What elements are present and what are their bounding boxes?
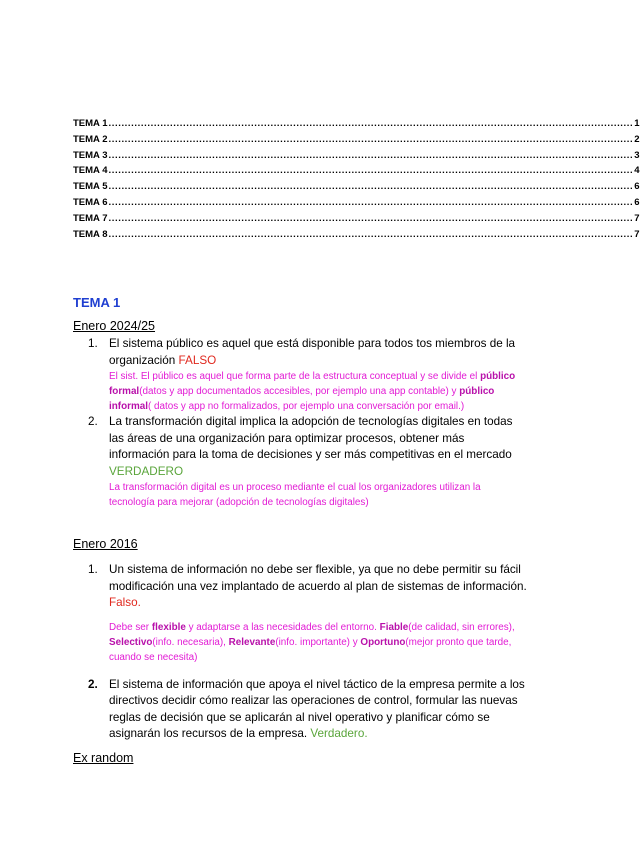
toc-entry-tema-1[interactable]: TEMA 1 .................................................................................................................................................................. 1	[73, 116, 526, 132]
toc-entry-page: 7	[634, 212, 640, 224]
section-heading: TEMA 1	[73, 295, 121, 310]
question-item	[88, 677, 528, 743]
group-title-ex-random: Ex random	[73, 751, 134, 765]
group-title-enero-2024-25: Enero 2024/25	[73, 319, 156, 333]
toc-entry-tema-2[interactable]: TEMA 2 .................................................................................................................................................................. 2	[73, 132, 526, 148]
table-of-contents	[73, 116, 640, 242]
toc-entry-tema-8[interactable]: TEMA 8 .................................................................................................................................................................. 7	[73, 227, 526, 243]
toc-entry-label: TEMA 3	[73, 149, 108, 161]
question-item	[88, 414, 528, 510]
toc-entry-tema-6[interactable]: TEMA 6 .................................................................................................................................................................. 6	[73, 195, 526, 211]
toc-entry-page: 4	[634, 165, 640, 177]
toc-entry-page: 6	[634, 181, 640, 193]
answer-true: Verdadero.	[310, 727, 368, 740]
question-text: El sistema de información que apoya el nivel táctico de la empresa permite a los directivos decidir cómo realizar las operaciones de control, formular las nuevas reglas de decisión que se aplicarán al nivel operativo y planificar cómo se asignarán los recursos de la empresa.	[109, 677, 525, 740]
toc-entry-label: TEMA 1	[73, 118, 108, 129]
answer-explanation: El sist. El público es aquel que forma parte de la estructura conceptual y se divide el público formal(datos y app documentados accesibles, por ejemplo una app contable) y público informal( datos y app no formalizados, por ejemplo una conversación por email.)	[109, 371, 516, 412]
question-list-enero-2016	[88, 562, 528, 743]
toc-entry-page: 3	[634, 149, 640, 161]
toc-entry-label: TEMA 5	[73, 181, 108, 193]
question-number: 1.	[88, 563, 98, 576]
toc-entry-tema-7[interactable]: TEMA 7 .................................................................................................................................................................. 7	[73, 211, 526, 227]
toc-entry-tema-3[interactable]: TEMA 3 .................................................................................................................................................................. 3	[73, 148, 526, 164]
toc-entry-tema-5[interactable]: TEMA 5 .................................................................................................................................................................. 6	[73, 179, 526, 195]
toc-entry-label: TEMA 6	[73, 196, 108, 208]
group-title-enero-2016: Enero 2016	[73, 537, 138, 551]
question-item	[88, 562, 528, 665]
answer-false: Falso.	[109, 596, 141, 609]
answer-explanation: Debe ser flexible y adaptarse a las necesidades del entorno. Fiable(de calidad, sin errores), Selectivo(info. necesaria), Relevante(info. importante) y Oportuno(mejor pronto que tarde, cuando se necesita)	[109, 621, 515, 663]
toc-entry-label: TEMA 7	[73, 212, 108, 224]
question-item	[88, 336, 528, 414]
answer-explanation: La transformación digital es un proceso mediante el cual los organizadores utilizan la tecnología para mejorar (adopción de tecnologías digitales)	[109, 482, 481, 508]
toc-entry-tema-4[interactable]: TEMA 4 .................................................................................................................................................................. 4	[73, 163, 526, 179]
answer-false: FALSO	[178, 353, 217, 367]
toc-entry-page: 6	[634, 196, 640, 208]
question-number: 2.	[88, 677, 98, 691]
toc-entry-page: 2	[634, 133, 640, 145]
question-text: El sistema público es aquel que está disponible para todos tos miembros de la organización	[109, 337, 516, 367]
question-number: 2.	[88, 415, 98, 428]
toc-entry-page: 7	[634, 228, 640, 240]
answer-true: VERDADERO	[109, 464, 184, 478]
toc-entry-label: TEMA 4	[73, 165, 108, 177]
toc-entry-label: TEMA 8	[73, 228, 108, 240]
question-number: 1.	[88, 337, 98, 350]
question-list-enero-2024-25	[88, 336, 528, 510]
toc-entry-page: 1	[634, 118, 640, 129]
toc-entry-label: TEMA 2	[73, 133, 108, 145]
question-text: Un sistema de información no debe ser flexible, ya que no debe permitir su fácil modificación una vez implantado de acuerdo al plan de sistemas de información.	[109, 563, 527, 593]
question-text: La transformación digital implica la adopción de tecnologías digitales en todas las áreas de una organización para optimizar procesos, obtener más información para la toma de decisiones y ser más competitivas en el mercado	[109, 415, 513, 461]
